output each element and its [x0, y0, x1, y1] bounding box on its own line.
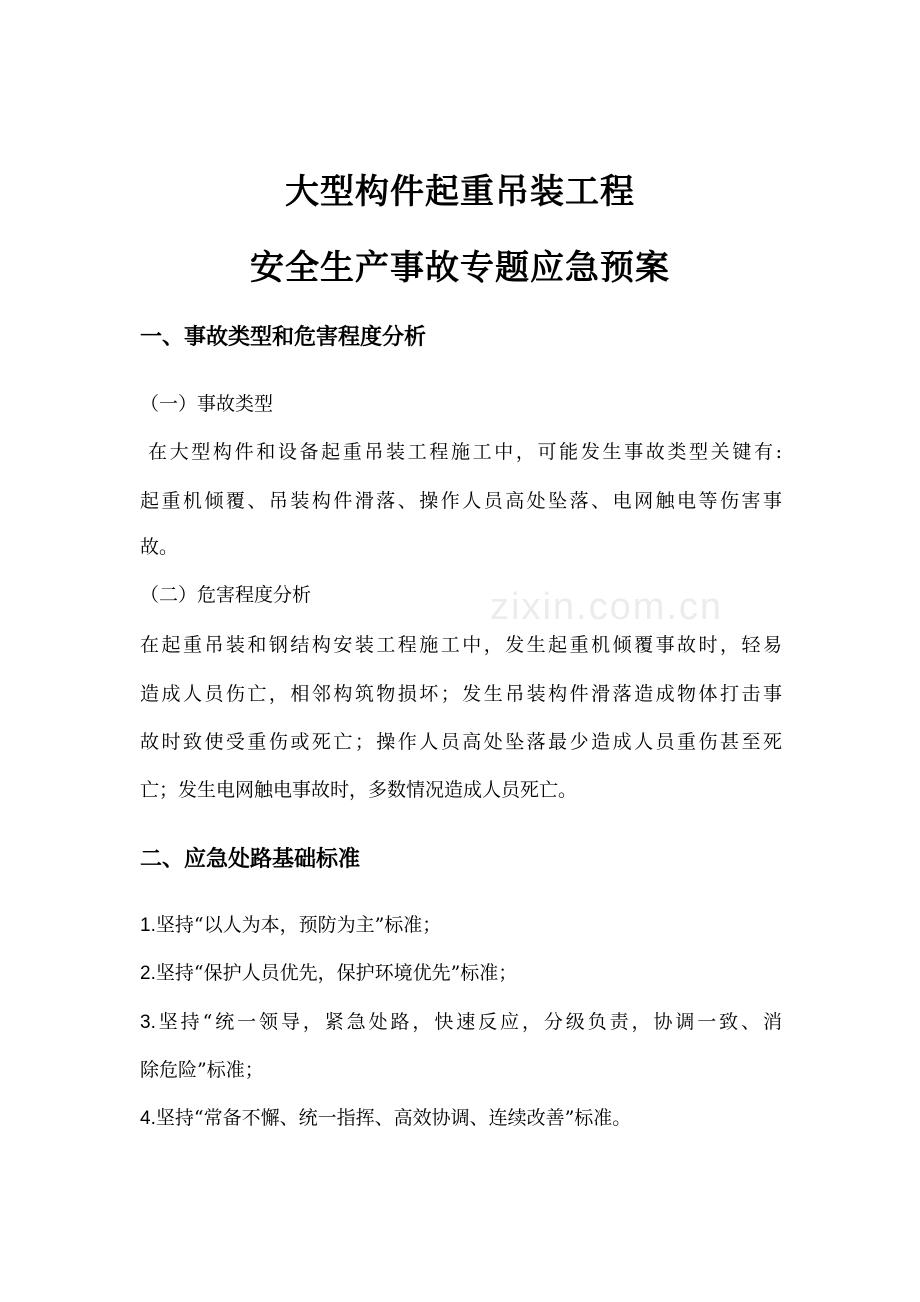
list-item-text: 坚持“统一领导，紧急处路，快速反应，分级负责，协调一致、消	[155, 1011, 782, 1033]
list-item-text: 坚持“以人为本，预防为主”标准；	[155, 914, 442, 936]
list-item-number: 3.	[140, 1012, 156, 1033]
list-item	[140, 910, 782, 941]
list-item-text: 坚持“保护人员优先，保护环境优先”标准；	[155, 962, 518, 984]
watermark: zixin.com.cn	[490, 586, 724, 628]
list-item-number: 2.	[140, 963, 156, 984]
subheading-accident-types: （一）事故类型	[140, 393, 274, 415]
paragraph-line: 故。	[140, 536, 179, 558]
list-item-continuation: 除危险”标准；	[140, 1059, 264, 1081]
paragraph-line: 亡；发生电网触电事故时，多数情况造成人员死亡。	[140, 779, 578, 801]
list-item-text: 坚持“常备不懈、统一指挥、高效协调、连续改善”标准。	[155, 1107, 632, 1129]
paragraph-line: 造成人员伤亡，相邻构筑物损坏；发生吊装构件滑落造成物体打击事	[140, 683, 782, 705]
paragraph-line: 在大型构件和设备起重吊装工程施工中，可能发生事故类型关键有:	[148, 441, 782, 463]
list-item	[140, 1007, 782, 1038]
paragraph-line: 故时致使受重伤或死亡；操作人员高处坠落最少造成人员重伤甚至死	[140, 731, 782, 753]
list-item-number: 4.	[140, 1108, 156, 1129]
document-title-line1: 大型构件起重吊装工程	[285, 172, 635, 212]
list-item-number: 1.	[140, 915, 156, 936]
document-title-line2: 安全生产事故专题应急预案	[250, 248, 670, 288]
paragraph-line: 起重机倾覆、吊装构件滑落、操作人员高处坠落、电网触电等伤害事	[140, 490, 782, 512]
subheading-hazard-analysis: （二）危害程度分析	[140, 584, 312, 606]
section-heading-2: 二、应急处路基础标准	[140, 847, 361, 872]
list-item	[140, 1103, 782, 1134]
paragraph-line: 在起重吊装和钢结构安装工程施工中，发生起重机倾覆事故时，轻易	[140, 634, 782, 656]
list-item	[140, 958, 782, 989]
section-heading-1: 一、事故类型和危害程度分析	[140, 325, 427, 350]
